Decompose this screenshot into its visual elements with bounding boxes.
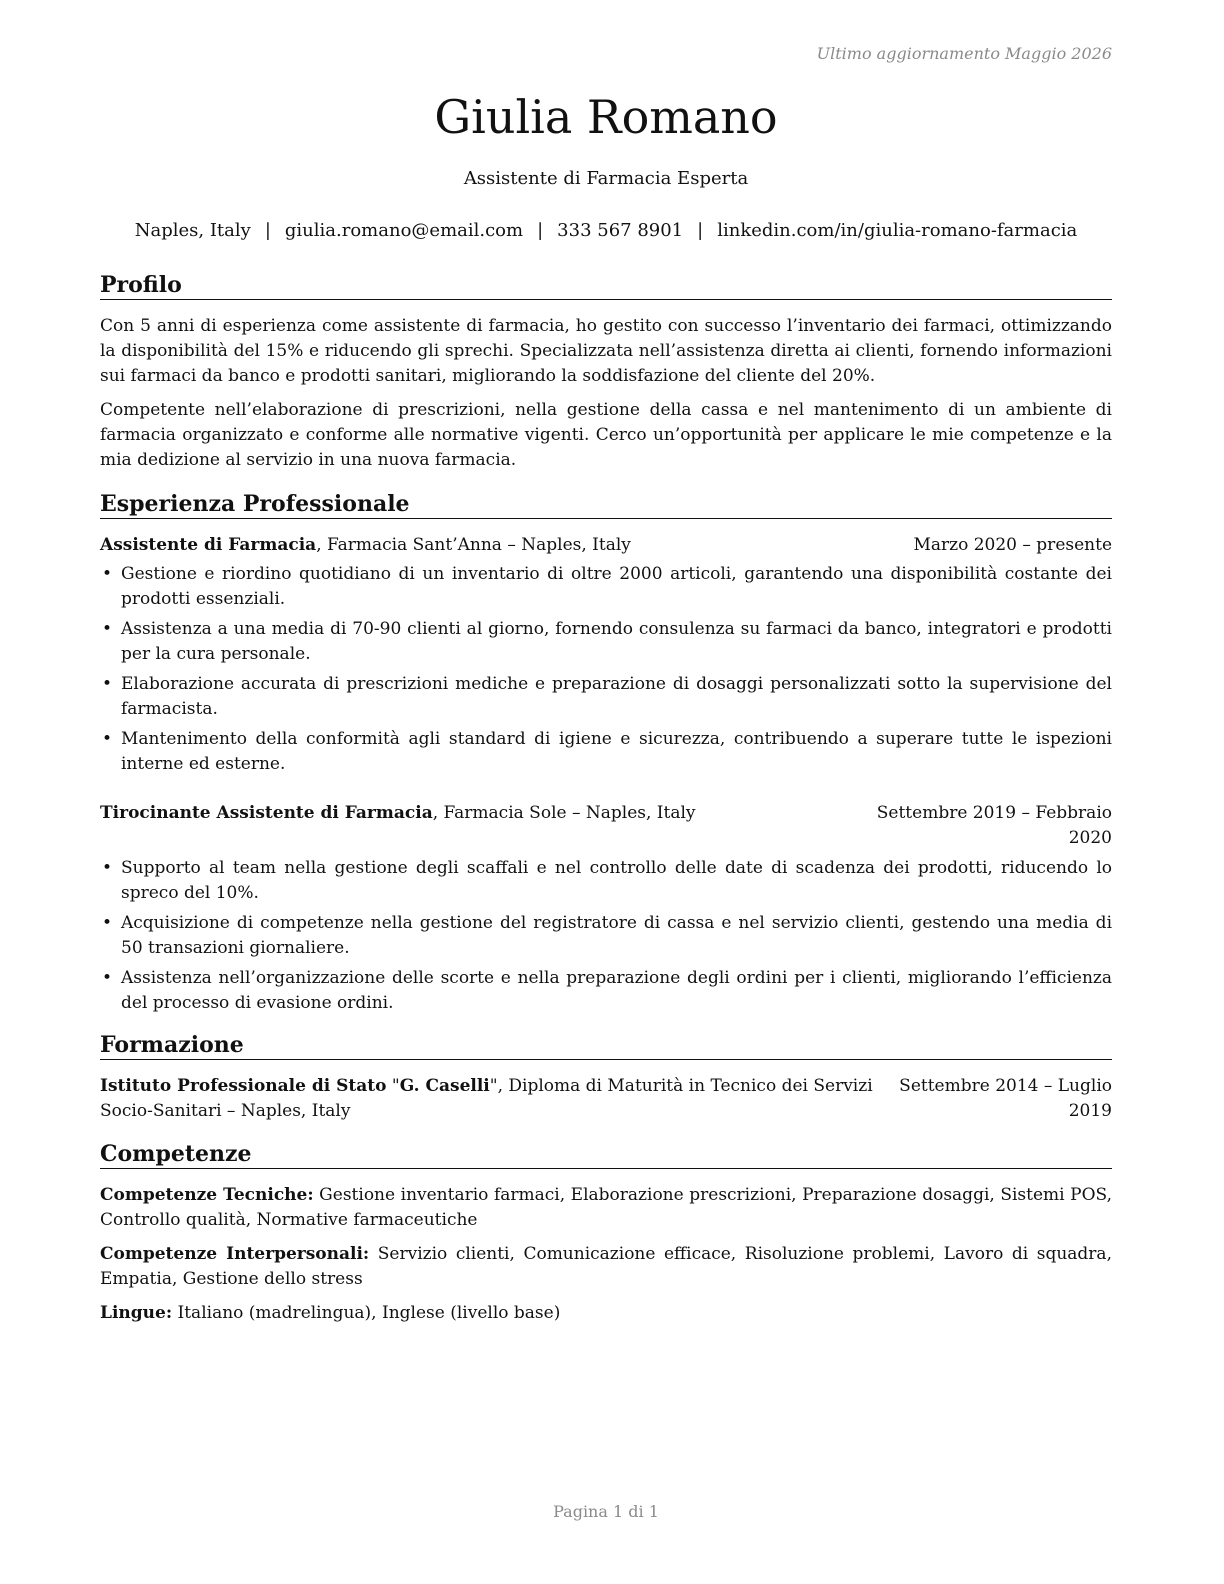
skills-label: Competenze Tecniche: — [100, 1185, 314, 1205]
contact-phone[interactable]: 333 567 8901 — [557, 220, 684, 241]
skills-value: Gestione inventario farmaci, Elaborazione prescrizioni, Preparazione dosaggi, Sistemi POS, Controllo qualità, Normative farmaceutiche — [100, 1185, 1112, 1230]
education-entry — [100, 1074, 1112, 1124]
list-item: • Assistenza a una media di 70-90 clienti al giorno, fornendo consulenza su farmaci da banco, integratori e prodotti per la cura personale. — [100, 617, 1112, 667]
contact-separator: | — [537, 220, 544, 241]
skills-label: Competenze Interpersonali: — [100, 1244, 370, 1264]
profile-paragraph: Con 5 anni di esperienza come assistente di farmacia, ho gestito con successo l’inventario dei farmaci, ottimizzando la disponibilità del 15% e riducendo gli sprechi. Specializzata nell’assistenza diretta ai clienti, fornendo informazioni sui farmaci da banco e prodotti sanitari, migliorando la soddisfazione del cliente del 20%. — [100, 316, 1112, 386]
contact-line — [100, 219, 1112, 243]
skills-line — [100, 1183, 1112, 1233]
job-role: Assistente di Farmacia — [100, 535, 317, 555]
resume-page — [100, 0, 1112, 1584]
section-title-experience: Esperienza Professionale — [100, 490, 1112, 519]
degree-text-cont: Socio-Sanitari – Naples, Italy — [100, 1101, 351, 1121]
section-title-skills: Competenze — [100, 1140, 1112, 1169]
job-org: , Farmacia Sant’Anna – Naples, Italy — [316, 535, 631, 555]
skills-value: Italiano (madrelingua), Inglese (livello base) — [172, 1303, 561, 1323]
school-name-honoree: G. Caselli — [399, 1076, 490, 1096]
skills-line — [100, 1301, 1112, 1326]
job-role: Tirocinante Assistente di Farmacia — [100, 803, 433, 823]
education-heading — [100, 1074, 873, 1124]
contact-separator: | — [264, 220, 271, 241]
job-bullets — [100, 562, 1112, 782]
job-dates: Marzo 2020 – presente — [913, 535, 1112, 555]
candidate-title: Assistente di Farmacia Esperta — [463, 168, 749, 189]
skills-line — [100, 1242, 1112, 1292]
job-dates-line: 2020 — [1068, 828, 1112, 848]
school-name: Istituto Professionale di Stato — [100, 1076, 387, 1096]
job-org: , Farmacia Sole – Naples, Italy — [432, 803, 696, 823]
job-dates — [877, 801, 1112, 851]
job-header — [100, 801, 1112, 851]
list-item: • Supporto al team nella gestione degli scaffali e nel controllo delle date di scadenza dei prodotti, riducendo lo spreco del 10%. — [100, 856, 1112, 906]
education-dates-line: 2019 — [1068, 1101, 1112, 1121]
education-dates-line: Settembre 2014 – Luglio — [899, 1076, 1112, 1096]
section-title-profile: Profilo — [100, 271, 1112, 300]
section-title-education: Formazione — [100, 1031, 1112, 1060]
skills-label: Lingue: — [100, 1303, 173, 1323]
list-item: • Acquisizione di competenze nella gestione del registratore di cassa e nel servizio clienti, gestendo una media di 50 transazioni giornaliere. — [100, 911, 1112, 961]
last-updated-note: Ultimo aggiornamento Maggio 2026 — [816, 44, 1112, 63]
list-item: • Elaborazione accurata di prescrizioni mediche e preparazione di dosaggi personalizzati sotto la supervisione del farmacista. — [100, 672, 1112, 722]
job-bullets — [100, 856, 1112, 1021]
contact-email[interactable]: giulia.romano@email.com — [284, 220, 524, 241]
contact-location: Naples, Italy — [134, 220, 251, 241]
quote-mark: " — [386, 1076, 400, 1096]
candidate-name: Giulia Romano — [434, 90, 778, 144]
profile-paragraph: Competente nell’elaborazione di prescrizioni, nella gestione della cassa e nel mantenimento di un ambiente di farmacia organizzato e conforme alle normative vigenti. Cerco un’opportunità per applicare le mie competenze e la mia dedizione al servizio in una nuova farmacia. — [100, 400, 1112, 470]
list-item: • Gestione e riordino quotidiano di un inventario di oltre 2000 articoli, garantendo una disponibilità costante dei prodotti essenziali. — [100, 562, 1112, 612]
skills-value: Servizio clienti, Comunicazione efficace, Risoluzione problemi, Lavoro di squadra, Empatia, Gestione dello stress — [100, 1244, 1112, 1289]
job-dates-line: Settembre 2019 – Febbraio — [876, 803, 1112, 823]
job-heading — [100, 533, 631, 558]
list-item: • Mantenimento della conformità agli standard di igiene e sicurezza, contribuendo a superare tutte le ispezioni interne ed esterne. — [100, 727, 1112, 777]
education-dates — [899, 1074, 1112, 1124]
degree-text: ", Diploma di Maturità in Tecnico dei Servizi — [489, 1076, 873, 1096]
page-number: Pagina 1 di 1 — [553, 1502, 659, 1521]
contact-separator: | — [697, 220, 704, 241]
list-item: • Assistenza nell’organizzazione delle scorte e nella preparazione degli ordini per i clienti, migliorando l’efficienza del processo di evasione ordini. — [100, 966, 1112, 1016]
contact-linkedin[interactable]: linkedin.com/in/giulia-romano-farmacia — [717, 220, 1078, 241]
job-heading — [100, 801, 696, 826]
